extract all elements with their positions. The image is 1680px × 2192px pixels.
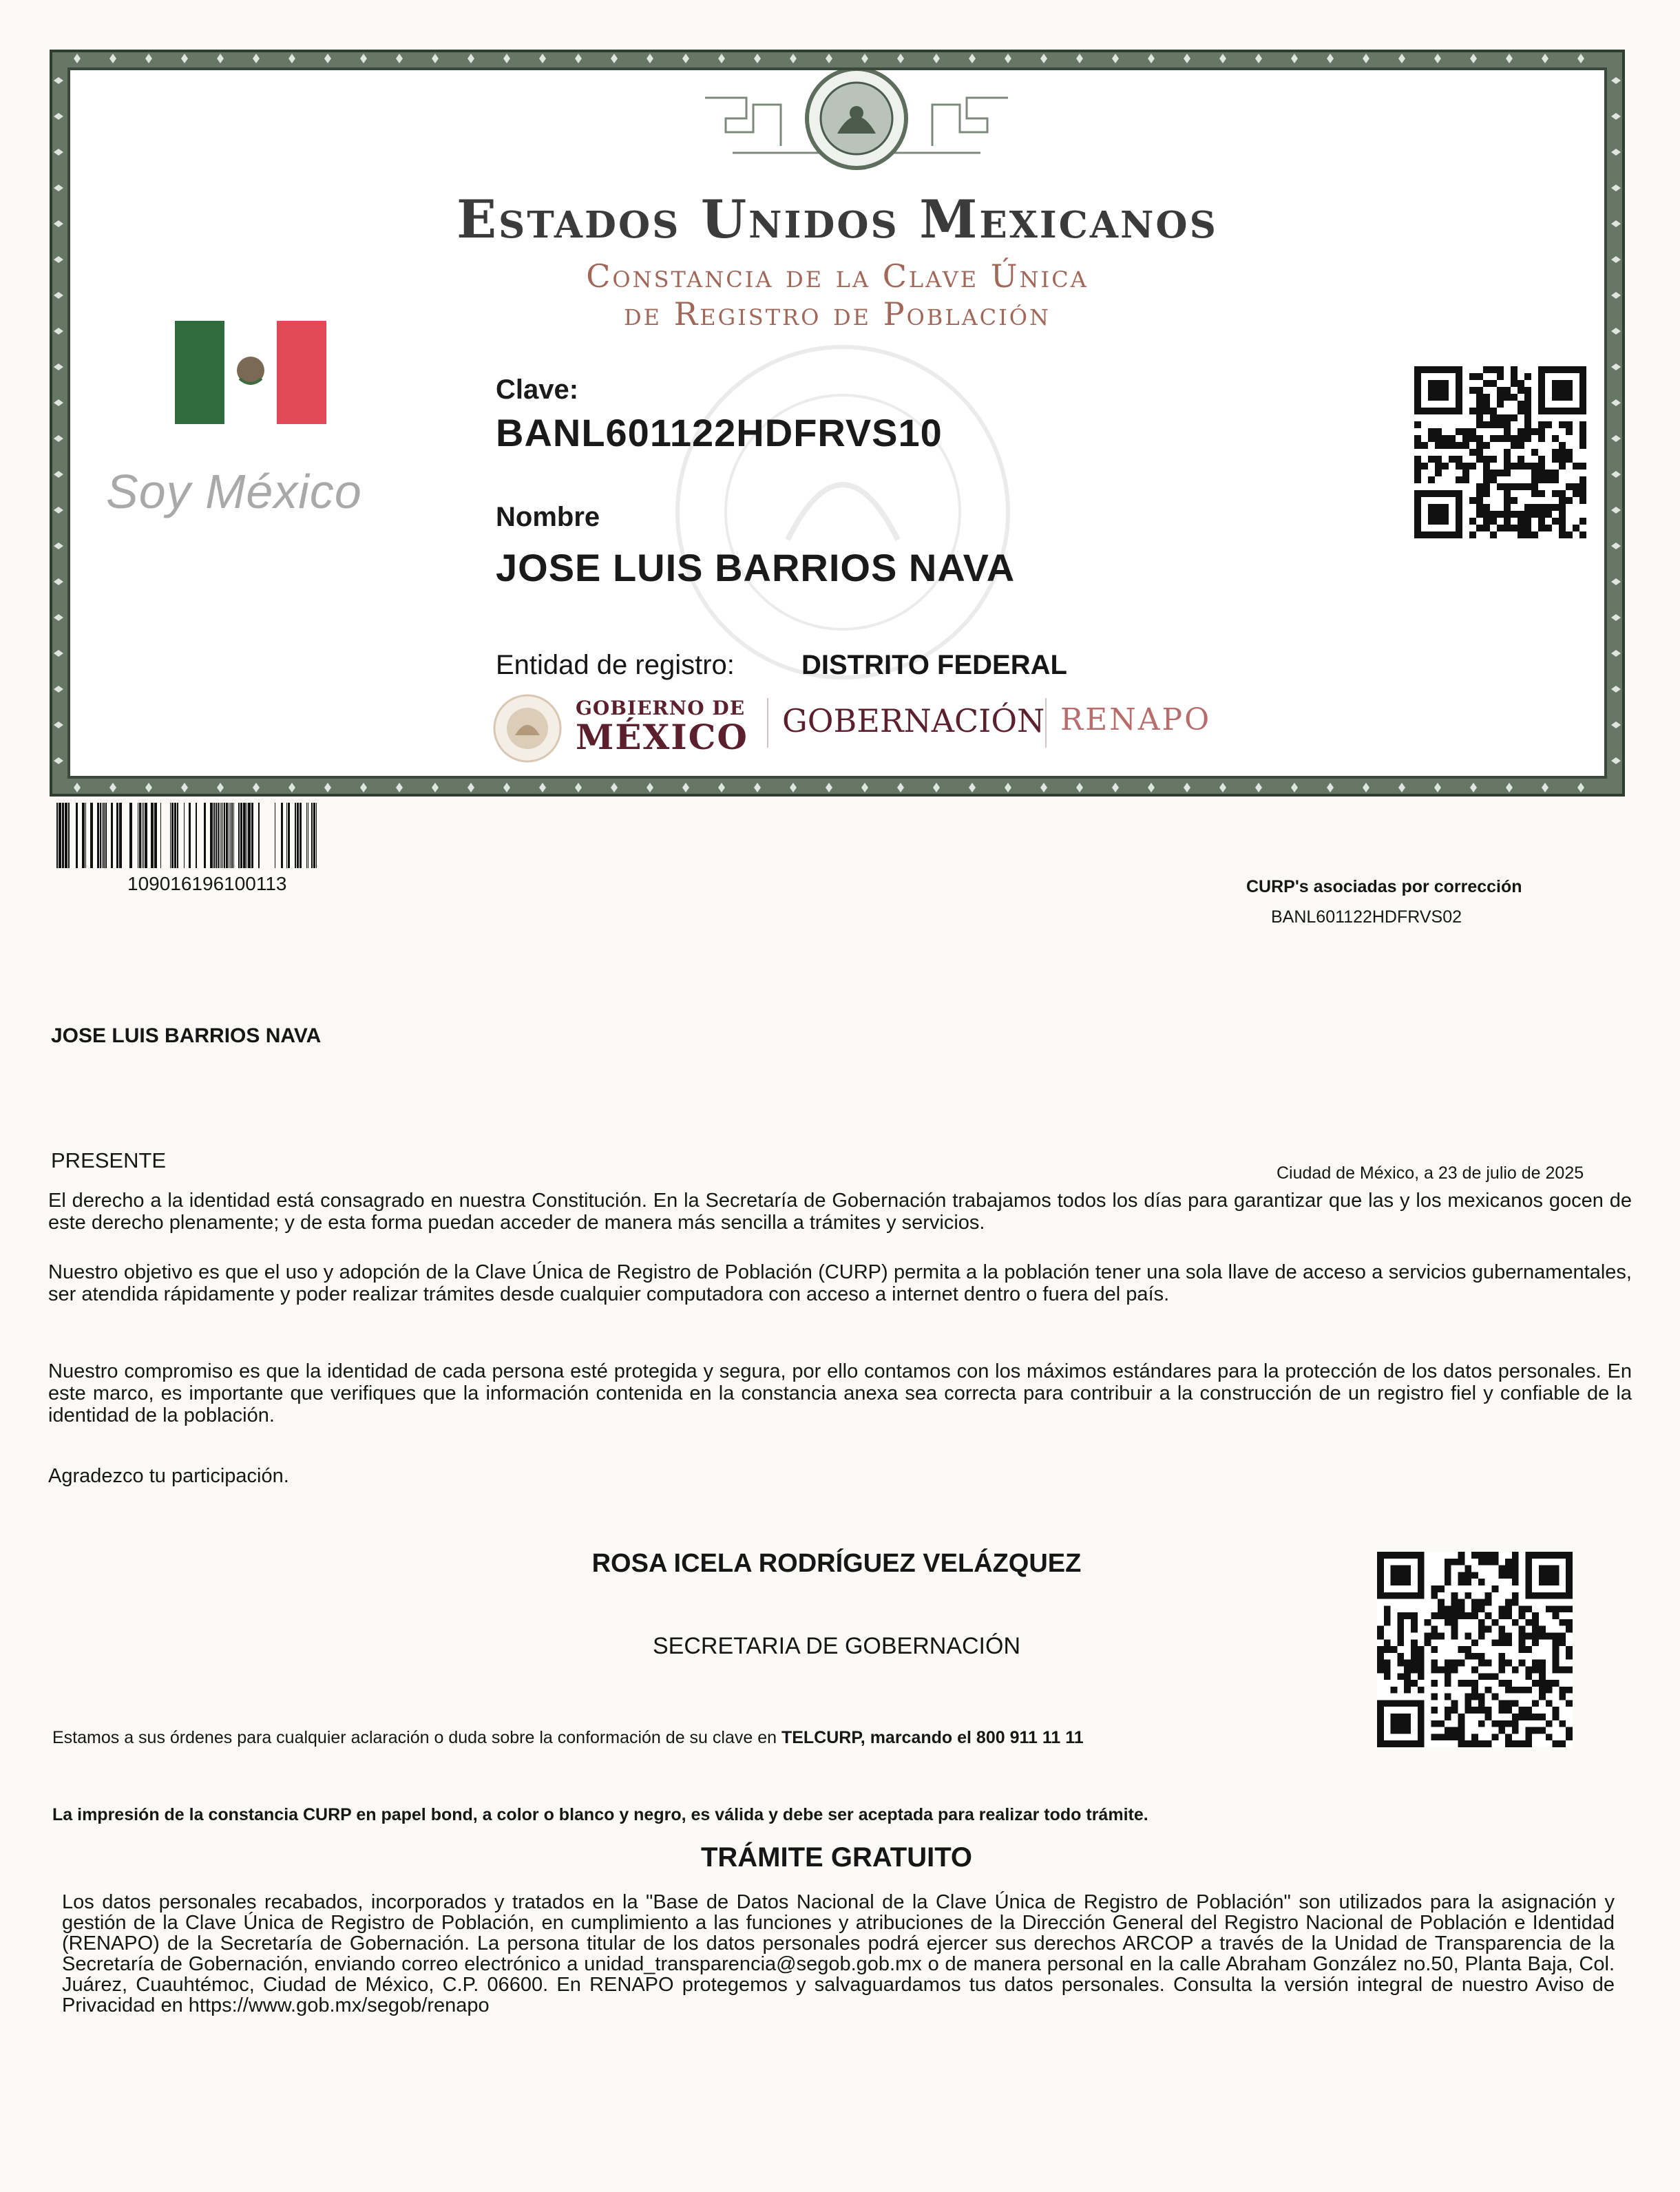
signer-name: ROSA ICELA RODRÍGUEZ VELÁZQUEZ xyxy=(591,1549,1082,1578)
signer-position: SECRETARIA DE GOBERNACIÓN xyxy=(652,1633,1021,1659)
associated-curp-value: BANL601122HDFRVS02 xyxy=(1271,907,1462,927)
mexican-flag-icon xyxy=(175,321,326,424)
gobierno-line1: GOBIERNO DE xyxy=(576,697,746,719)
letter-paragraph-1: El derecho a la identidad está consagrado en nuestra Constitución. En la Secretaría de Gobernación trabajamos todos los días para garantizar que las y los mexicanos gocen de este derecho plenamente; y de esta forma puedan acceder de manera más sencilla a trámites y servicios. xyxy=(48,1190,1632,1234)
entidad-value: DISTRITO FEDERAL xyxy=(801,650,1067,680)
associated-curp-label: CURP's asociadas por corrección xyxy=(1246,877,1522,896)
letter-date: Ciudad de México, a 23 de julio de 2025 xyxy=(1277,1163,1584,1183)
contact-text: Estamos a sus órdenes para cualquier aclaración o duda sobre la conformación de su clave en xyxy=(52,1728,777,1747)
gobierno-seal-icon xyxy=(492,693,563,764)
certificate-subtitle-2: de Registro de Población xyxy=(623,295,1051,333)
watermark-seal xyxy=(650,333,1036,691)
clave-label: Clave: xyxy=(496,375,579,405)
clave-value: BANL601122HDFRVS10 xyxy=(496,411,943,454)
certificate-title: Estados Unidos Mexicanos xyxy=(456,189,1218,250)
barcode-number: 109016196100113 xyxy=(127,873,287,894)
letter-recipient: JOSE LUIS BARRIOS NAVA xyxy=(51,1024,322,1047)
letter-paragraph-3: Nuestro compromiso es que la identidad de cada persona esté protegida y segura, por ello contamos con los máximos estándares para la protección de los datos personales. En este marco, es importante que verifiques que la información contenida en la constancia anexa sea correcta para contribuir a la construcción de un registro fiel y confiable de la identidad de la población. xyxy=(48,1360,1632,1426)
qr-code-icon xyxy=(1377,1552,1573,1747)
letter-thanks: Agradezco tu participación. xyxy=(48,1465,289,1487)
national-seal-emblem xyxy=(691,70,1022,194)
entidad-label: Entidad de registro: xyxy=(496,650,735,680)
certificate-subtitle-1: Constancia de la Clave Única xyxy=(586,257,1089,295)
validity-notice: La impresión de la constancia CURP en papel bond, a color o blanco y negro, es válida y debe ser aceptada para realizar todo trámite. xyxy=(52,1805,1148,1824)
logo-divider xyxy=(767,698,768,748)
privacy-notice: Los datos personales recabados, incorporados y tratados en la "Base de Datos Nacional de la Clave Única de Registro de Población" son utilizados para la asignación y gestión de la Clave Única de Registro de Población, en cumplimiento a las funciones y atribuciones de la Dirección General del Registro Nacional de Población e Identidad (RENAPO) de la Secretaría de Gobernación. La persona titular de los datos personales podrá ejercer sus derechos ARCOP a través de la Unidad de Transparencia de la Secretaría de Gobernación, enviando correo electrónico a unidad_transparencia@segob.gob.mx o de manera personal en la calle Abraham González no.50, Planta Baja, Col. Juárez, Cuauhtémoc, Ciudad de México, C.P. 06600. En RENAPO protegemos y salvaguardamos tus datos personales. Consulta la versión integral de nuestro Aviso de Privacidad en https://www.gob.mx/segob/renapo xyxy=(62,1891,1615,2016)
tramite-gratuito: TRÁMITE GRATUITO xyxy=(700,1842,973,1873)
contact-telcurp: TELCURP, marcando el 800 911 11 11 xyxy=(781,1728,1084,1747)
nombre-value: JOSE LUIS BARRIOS NAVA xyxy=(496,546,1016,589)
gobierno-line2: MÉXICO xyxy=(576,717,748,757)
gobierno-de-mexico-logo xyxy=(576,697,748,755)
contact-info xyxy=(52,1728,1084,1748)
logo-divider xyxy=(1045,698,1047,748)
gobernacion-logo: GOBERNACIÓN xyxy=(782,702,1045,739)
soy-mexico-brand: Soy México xyxy=(106,465,362,518)
letter-paragraph-2: Nuestro objetivo es que el uso y adopción de la Clave Única de Registro de Población (CURP) permita a la población tener una sola llave de acceso a servicios gubernamentales, ser atendida rápidamente y poder realizar trámites desde cualquier computadora con acceso a internet dentro o fuera del país. xyxy=(48,1261,1632,1305)
nombre-label: Nombre xyxy=(496,502,600,532)
qr-code-icon xyxy=(1414,366,1586,538)
curp-certificate xyxy=(50,50,1625,797)
letter-presente: PRESENTE xyxy=(51,1148,167,1172)
government-logos xyxy=(492,690,1283,766)
renapo-logo: RENAPO xyxy=(1060,702,1212,737)
barcode-icon xyxy=(56,803,317,868)
